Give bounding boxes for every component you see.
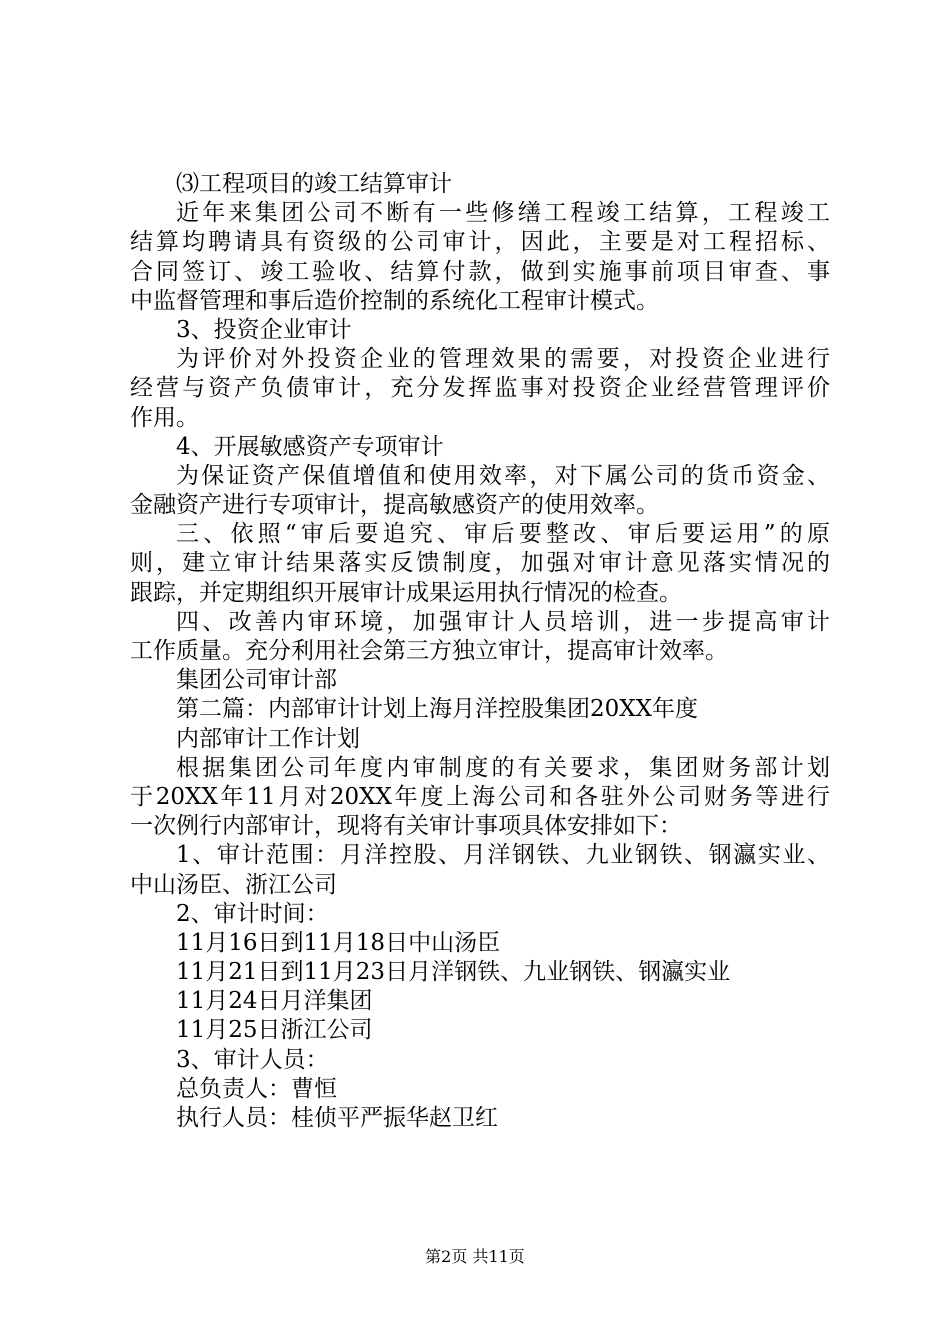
document-body	[130, 170, 830, 1133]
paragraph-line: 为评价对外投资企业的管理效果的需要，对投资企业进行	[176, 346, 830, 373]
section-heading: 2、审计时间：	[176, 900, 329, 927]
paragraph-line: 三、依照“审后要追究、审后要整改、审后要运用”的原	[176, 521, 830, 548]
paragraph-line: 一次例行内部审计，现将有关审计事项具体安排如下：	[130, 813, 682, 840]
paragraph-line: 四、改善内审环境，加强审计人员培训，进一步提高审计	[176, 608, 830, 635]
paragraph-line: 合同签订、竣工验收、结算付款，做到实施事前项目审查、事	[130, 258, 830, 285]
personnel-line: 执行人员：桂侦平严振华赵卫红	[176, 1105, 498, 1131]
personnel-line: 总负责人：曹恒	[176, 1075, 337, 1102]
section-heading: 3、投资企业审计	[176, 316, 352, 343]
paragraph-line: 中监督管理和事后造价控制的系统化工程审计模式。	[130, 287, 659, 314]
schedule-line: 11月21日到11月23日月洋钢铁、九业钢铁、钢瀛实业	[176, 959, 731, 986]
paragraph-line: 工作质量。充分利用社会第三方独立审计，提高审计效率。	[130, 638, 728, 664]
paragraph-line: 近年来集团公司不断有一些修缮工程竣工结算，工程竣工	[176, 200, 830, 227]
section-heading: 3、审计人员：	[176, 1046, 329, 1073]
paragraph-line: 中山汤臣、浙江公司	[130, 871, 337, 898]
chapter-subtitle: 内部审计工作计划	[176, 725, 360, 752]
paragraph-line: 金融资产进行专项审计，提高敏感资产的使用效率。	[130, 492, 659, 519]
schedule-line: 11月16日到11月18日中山汤臣	[176, 929, 501, 956]
paragraph-line: 跟踪，并定期组织开展审计成果运用执行情况的检查。	[130, 579, 682, 606]
paragraph-line: 结算均聘请具有资级的公司审计，因此，主要是对工程招标、	[130, 229, 830, 256]
paragraph-line: 为保证资产保值增值和使用效率，对下属公司的货币资金、	[176, 462, 830, 489]
paragraph-line: 则，建立审计结果落实反馈制度，加强对审计意见落实情况的	[130, 550, 830, 577]
section-heading: 4、开展敏感资产专项审计	[176, 433, 444, 460]
signature-line: 集团公司审计部	[176, 667, 337, 694]
paragraph-line: 根据集团公司年度内审制度的有关要求，集团财务部计划	[176, 754, 830, 781]
paragraph-line: 1、审计范围：月洋控股、月洋钢铁、九业钢铁、钢瀛实业、	[176, 842, 830, 869]
paragraph-line: 经营与资产负债审计，充分发挥监事对投资企业经营管理评价	[130, 375, 830, 402]
page-number-footer: 第2页 共11页	[425, 1247, 525, 1266]
paragraph-line: 于20XX年11月对20XX年度上海公司和各驻外公司财务等进行	[130, 783, 830, 810]
schedule-line: 11月25日浙江公司	[176, 1017, 373, 1044]
chapter-title: 第二篇：内部审计计划上海月洋控股集团20XX年度	[176, 696, 699, 723]
section-heading: ⑶工程项目的竣工结算审计	[176, 171, 452, 197]
paragraph-line: 作用。	[130, 404, 199, 431]
schedule-line: 11月24日月洋集团	[176, 988, 373, 1015]
